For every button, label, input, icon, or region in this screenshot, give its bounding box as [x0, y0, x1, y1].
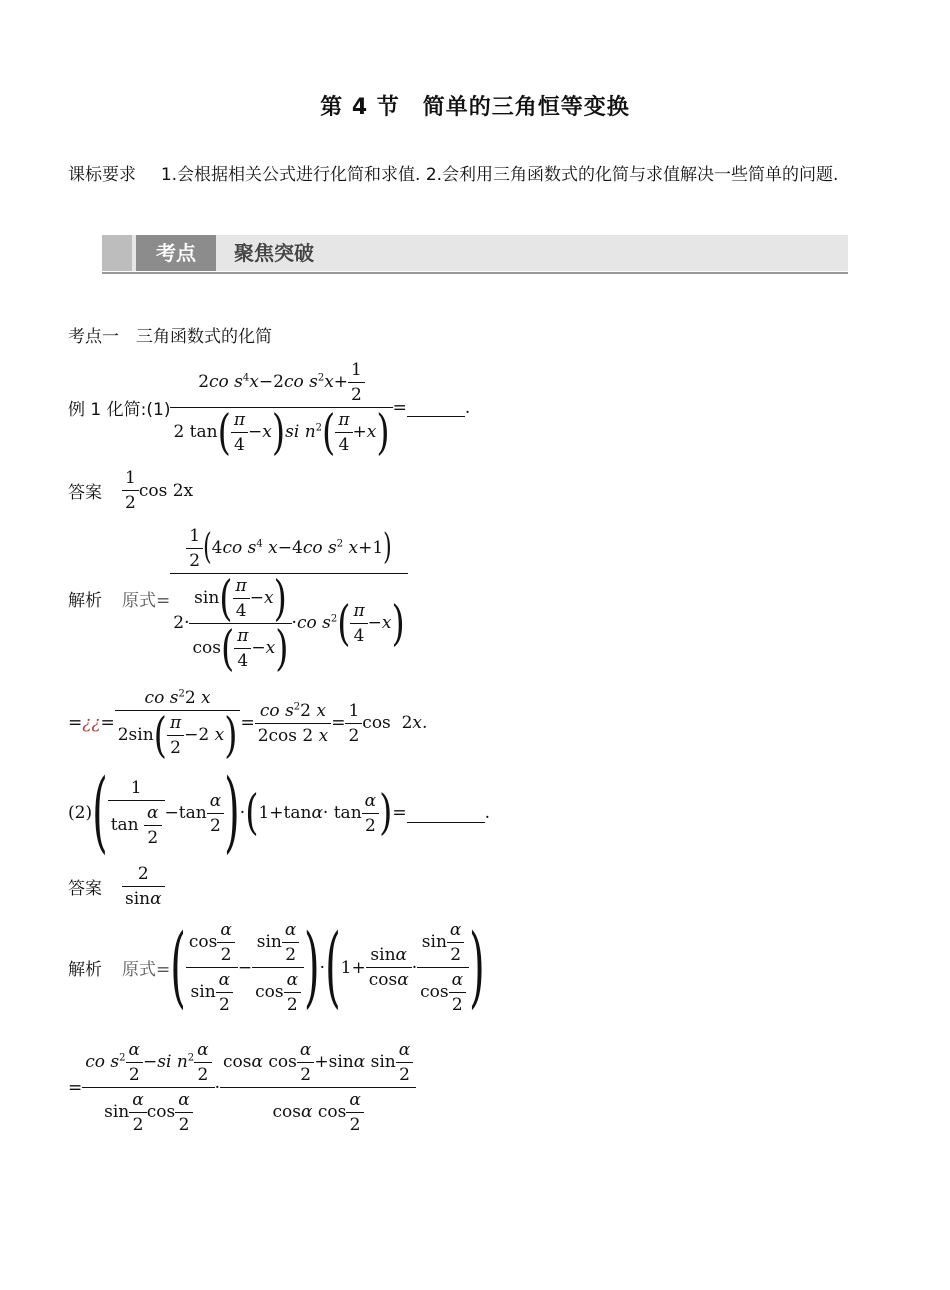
example-1-part-1: 例 1 化简:(1) 2co $s^4x-2co$ $s^2x+$ $\frac{1}{2}$ 2 tan( $\frac{\pi}{4}$ −x)si $n^2$( $\frac{\pi}{4}$ +x) = .	[68, 360, 471, 461]
page-title: 第 4 节 简单的三角恒等变换	[320, 95, 630, 120]
analysis-label-2: 解析	[68, 960, 102, 980]
analysis-1: 解析 原式= $\frac{1}{2}$ (4co $s^4$ x−4co $s^2$ x+1) 2· sin( $\frac{\pi}{4}$ −x) cos( $\frac{\pi}{4}$ −x) ·co $s^2$( $\frac{\pi}{4}$ −x)	[68, 526, 408, 671]
curriculum-requirement	[68, 158, 888, 193]
analysis-lead: 原式=	[122, 591, 171, 611]
requirement-text: 1.会根据相关公式进行化简和求值. 2.会利用三角函数式的化简与求值解决一些简单的问题.	[160, 165, 839, 185]
example-label: 例 1	[68, 400, 102, 420]
banner-tag: 考点	[136, 235, 216, 271]
analysis-2: 解析 原式= ( cos $\frac{\alpha}{2}$ sin $\frac{\alpha}{2}$ − sin $\frac{\alpha}{2}$ cos $\frac{\alpha}{2}$ ) · ( 1+ $\frac{\sin\alpha}{\cos\alpha}$ · sin $\frac{\alpha}{2}$ cos $\frac{\alpha}{2}$ )	[68, 916, 485, 1019]
requirement-label: 课标要求	[68, 165, 136, 185]
answer-1: 答案 $\frac{1}{2}$ cos 2x	[68, 468, 194, 513]
analysis-2-continued: = co $s^2$ $\frac{\alpha}{2}$ −si $n^2$ $\frac{\alpha}{2}$ sin $\frac{\alpha}{2}$ cos $\frac{\alpha}{2}$ · cosα cos $\frac{\alpha}{2}$ +sinα sin $\frac{\alpha}{2}$ cosα cos $\frac{\alpha}{2}$	[68, 1040, 416, 1135]
section-banner	[102, 235, 848, 275]
analysis-1-continued: = ¿¿ = co $s^22$ x 2sin( $\frac{\pi}{2}$ −2 x) = $\frac{co s^22 x}{2\cos 2 x}$ = $\frac{1}{2}$ cos 2 x .	[68, 688, 428, 764]
banner-text: 聚焦突破	[234, 241, 314, 265]
expr-fraction: 2co $s^4x-2co$ $s^2x+$ $\frac{1}{2}$ 2 tan( $\frac{\pi}{4}$ −x)si $n^2$( $\frac{\pi}{4}$ +x)	[170, 360, 392, 455]
answer-1-text: cos 2x	[138, 480, 194, 501]
example-1-part-2: (2) ( 1 tan $\frac{\alpha}{2}$ −tan $\frac{\alpha}{2}$ ) · ( 1+tan α · tan $\frac{\alpha}{2}$ ) = .	[68, 762, 491, 864]
part-2-label: (2)	[68, 803, 93, 823]
example-prompt: 化简:(1)	[106, 400, 171, 420]
answer-2: 答案 $\frac{2}{\sin\alpha}$	[68, 864, 165, 909]
answer-label: 答案	[68, 483, 102, 503]
section-heading: 考点一 三角函数式的化简	[68, 327, 272, 347]
analysis-lead-2: 原式=	[122, 960, 171, 980]
analysis-label: 解析	[68, 591, 102, 611]
answer-label-2: 答案	[68, 879, 102, 899]
garbled-text: ¿¿	[82, 713, 101, 733]
